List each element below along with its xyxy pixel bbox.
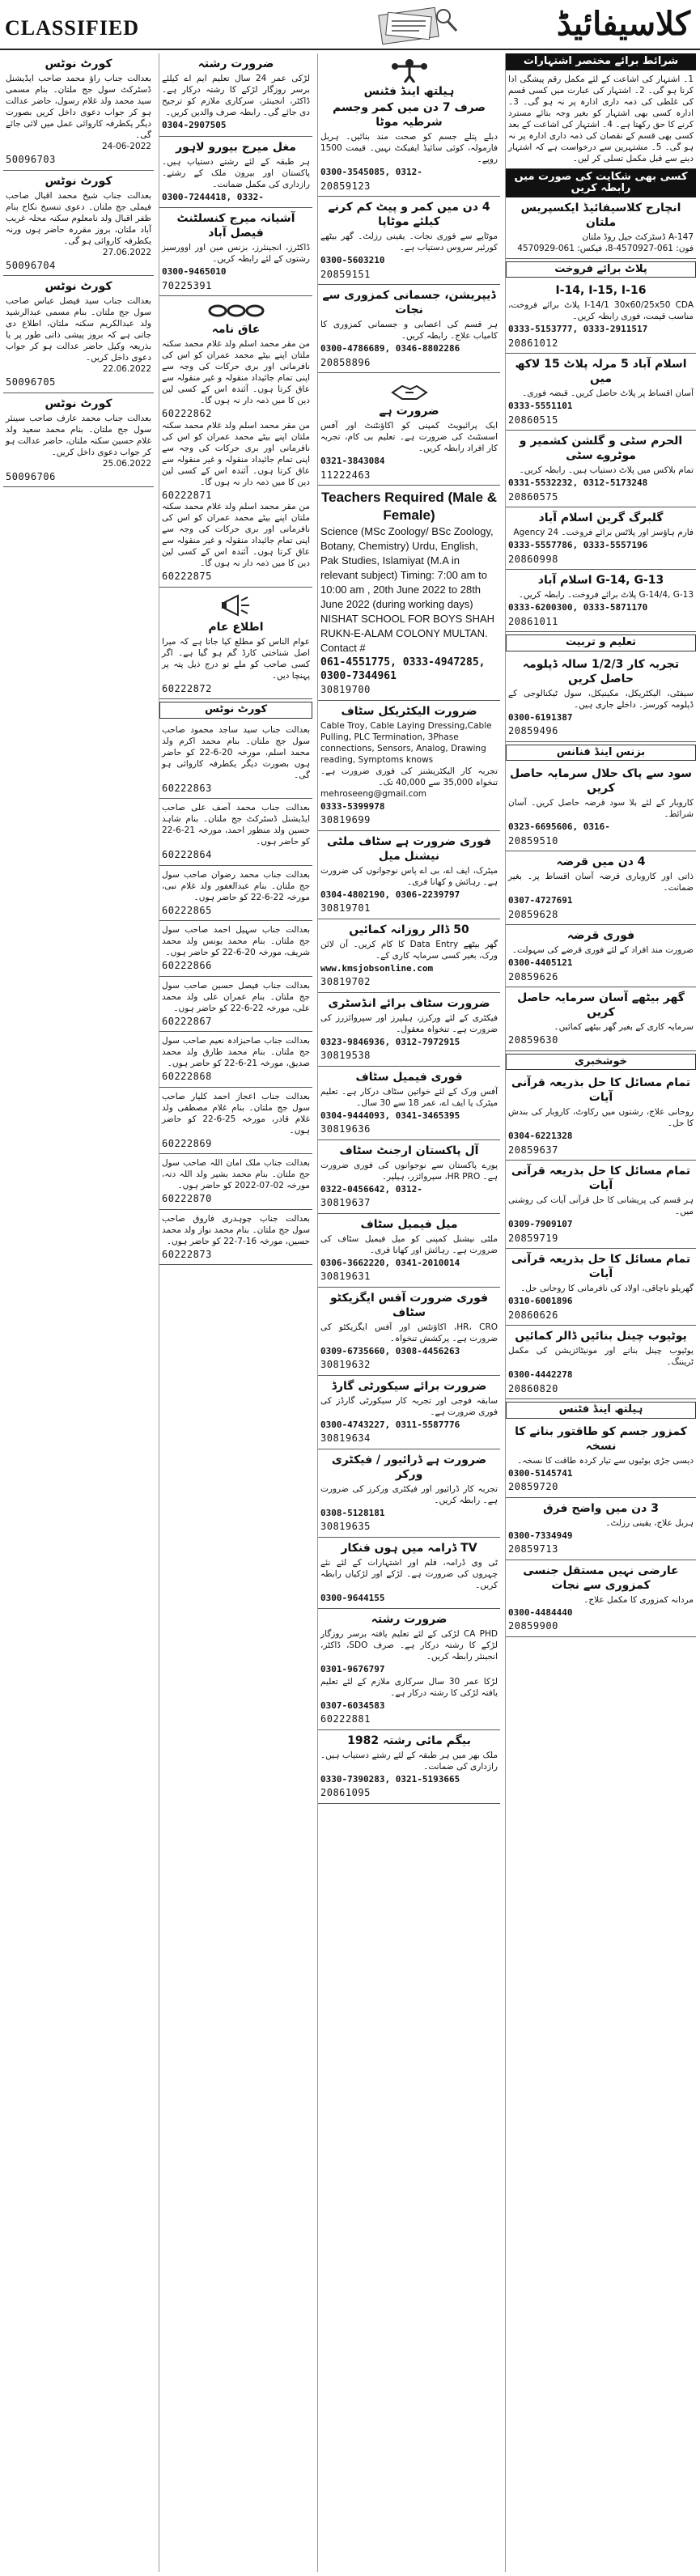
ad-phone: 0300-4442278	[508, 1369, 573, 1380]
ad-code: 50096704	[6, 259, 56, 271]
ad-heading: فوری قرضہ	[566, 929, 635, 942]
health-ad	[318, 53, 500, 197]
property-ad	[506, 431, 696, 507]
ad-heading: گلبرگ گرین اسلام آباد	[538, 511, 664, 524]
ad-code: 50096705	[6, 376, 56, 388]
ad-code: 60222864	[162, 849, 212, 860]
ad-phone: 0300-9644155	[320, 1592, 385, 1603]
court-notice-body: بعدالت جناب سید فیصل عباس صاحب سول جج ملتان۔ بنام مسمی عبدالرشید ولد عبدالکریم سکنہ ملتان، اطلاع دی جاتی ہے کہ بروز پیشی ذاتی طور پر یا بذریعہ وکیل حاضر عدالت ہو کر جواب دعوی داخل کریں۔	[6, 296, 151, 363]
ad-code: 11222463	[320, 469, 371, 481]
ad-code: 20860626	[508, 1309, 558, 1321]
page-header	[0, 0, 700, 50]
court-notice	[159, 1088, 312, 1155]
rishta-ad	[159, 53, 312, 137]
aaq-nama-ad	[159, 296, 312, 588]
finance-ad	[506, 851, 696, 925]
job-ad	[318, 1376, 500, 1449]
ad-phone: 061-4551775, 0333-4947285,	[320, 656, 486, 668]
ad-phone: 0309-6735660, 0308-4456263	[320, 1345, 460, 1356]
ad-code: 20861011	[508, 615, 558, 627]
court-notice-body: بعدالت جناب اعجاز احمد کلیار صاحب سول جج ملتان۔ بنام غلام مصطفی ولد غلام قادر، مورخہ 25-6-22 کو حاضر ہوں۔	[162, 1091, 311, 1135]
ad-code: 20859496	[508, 725, 558, 736]
ad-heading: تمام مسائل کا حل بذریعہ قرآنی آیات	[511, 1165, 691, 1192]
ad-body: تجربہ کار الیکٹریشنز کی فوری ضرورت ہے۔ تنخواہ 35,000 سے 40,000 تک۔	[320, 766, 498, 787]
ad-body-english: Cable Troy, Cable Laying Dressing,Cable Pulling, PLC Termination, 3Phase connections, Sensors, Analog, Drawing reading, Symptoms knows	[320, 720, 492, 765]
health-ad	[506, 1560, 696, 1637]
ad-body: ڈاکٹرز، انجینئرز، بزنس مین اور اوورسیز رشتوں کے لئے رابطہ کریں۔	[162, 243, 310, 264]
ad-code: 20861095	[320, 1787, 371, 1798]
ad-body: ملک بھر میں ہر طبقہ کے لئے رشتے دستیاب ہیں۔ رازداری کی ضمانت۔	[320, 1750, 498, 1772]
ad-phone: 0304-2907505	[162, 120, 227, 130]
ad-code: 30819636	[320, 1123, 371, 1135]
ad-code: 50096706	[6, 470, 56, 482]
court-notice-date: 22.06.2022	[102, 364, 151, 374]
ad-code: 30819631	[320, 1271, 371, 1282]
ad-heading: 50 ڈالر روزانہ کمائیں	[349, 923, 469, 936]
job-ad	[318, 1214, 500, 1288]
court-notice	[159, 1032, 312, 1088]
ad-code: 60222867	[162, 1015, 212, 1027]
ad-heading: تمام مسائل کا حل بذریعہ قرآنی آیات	[511, 1076, 691, 1104]
court-notice-body: بعدالت جناب شیخ محمد اقبال صاحب فیملی جج ملتان۔ دعوی تنسیخ نکاح بنام ظفر اقبال ولد نامعلوم سکنہ محلہ غریب آباد ملتان، بروز مقررہ حاضر ہوں ورنہ یکطرفہ کاروائی ہو گی۔	[6, 190, 151, 246]
ad-heading: آل پاکستان ارجنٹ سٹاف	[339, 1144, 479, 1157]
ad-phone: 0300-7334949	[508, 1530, 573, 1541]
ad-heading: فوری ضرورت آفس ایگزیکٹو سٹاف	[329, 1291, 489, 1319]
section-heading: ہیلتھ اینڈ فٹنس	[363, 85, 455, 98]
court-notices-section-heading: کورٹ نوٹس	[159, 702, 312, 719]
ad-heading: الحرم سٹی و گلشن کشمیر و موٹروے سٹی	[519, 435, 683, 462]
ad-code: 60222866	[162, 960, 212, 971]
property-ad	[506, 507, 696, 570]
ad-heading: I-14, I-15, I-16	[555, 284, 647, 297]
ad-phone: 0323-6695606, 0316-	[508, 821, 610, 832]
finance-ad	[506, 763, 696, 851]
ad-heading: فوری فیمیل سٹاف	[355, 1070, 463, 1084]
ad-body: 147-A ڈسٹرکٹ جیل روڈ ملتان	[582, 231, 694, 242]
ad-body: من مقر محمد اسلم ولد غلام محمد سکنہ ملتان اپنے بیٹے محمد عمران کو اس کی نافرمانی اور بری حرکات کی وجہ سے اپنی تمام جائیداد منقولہ و غیر منقولہ سے عاق کرتا ہوں۔ آئندہ اس کے کسی لین دین کا میں ذمہ دار نہ ہوں گا۔	[162, 502, 310, 568]
health-ad	[318, 285, 500, 373]
court-notice	[159, 921, 312, 977]
megaphone-icon	[220, 592, 252, 618]
ad-code: 20859123	[320, 180, 371, 192]
court-notice	[3, 276, 154, 393]
ad-body: سرمایہ کاری کے بغیر گھر بیٹھے کمائیں۔	[554, 1022, 694, 1032]
chain-icon	[208, 301, 265, 320]
court-notice	[3, 171, 154, 277]
ad-code: 60222881	[320, 1713, 371, 1725]
terms-section-heading: شرائط برائے مختصر اشتہارات	[506, 53, 696, 70]
ad-heading: انچارج کلاسیفائیڈ ایکسپریس ملتان	[520, 201, 681, 229]
job-ad	[318, 1538, 500, 1610]
ad-phone: 0304-6221328	[508, 1131, 573, 1141]
ad-code: 20859719	[508, 1232, 558, 1244]
ad-code: 20859151	[320, 268, 371, 280]
ad-heading: عاق نامہ	[211, 323, 261, 336]
ad-code: 20858896	[320, 356, 371, 368]
ad-body: پورے پاکستان سے نوجوانوں کی فوری ضرورت ہے۔ HR PRO، سپروائزر، ہیلپر۔	[320, 1160, 498, 1182]
education-section-heading: تعلیم و تربیت	[506, 634, 696, 651]
court-notice	[159, 1154, 312, 1210]
ad-body: لڑکی عمر 24 سال تعلیم ایم اے کیلئے برسر روزگار لڑکے کا رشتہ درکار ہے۔ ڈاکٹر، انجینئر، سرکاری ملازم کو ترجیح دی جائے گی۔ رابطہ صرف والدین کریں۔	[162, 74, 310, 117]
ad-code: 30819699	[320, 814, 371, 825]
ad-phone: 0300-4484440	[508, 1606, 573, 1618]
ad-code: 20859720	[508, 1481, 558, 1492]
court-notice-heading: کورٹ نوٹس	[45, 280, 112, 293]
ad-code: 20859628	[508, 908, 558, 920]
ad-heading: ڈیپریشن، جسمانی کمزوری سے نجات	[322, 289, 496, 316]
court-notice-body: بعدالت جناب محمد رضوان صاحب سول جج ملتان۔ بنام عبدالغفور ولد غلام نبی، مورخہ 22-6-22 کو حاضر ہوں۔	[162, 869, 310, 902]
public-notice-ad	[159, 588, 312, 700]
ad-body: لڑکا عمر 30 سال سرکاری ملازم کے لئے تعلیم یافتہ لڑکی کا رشتہ درکار ہے۔	[320, 1676, 498, 1698]
ad-body: گھر بیٹھے Data Entry کا کام کریں۔ آن لائن ورک، بغیر کسی سرمایہ کاری کے۔	[320, 939, 498, 961]
ad-phone: 0300-6191387	[508, 711, 573, 723]
ad-phone: 0300-9465010	[162, 266, 227, 277]
ad-heading: 4 دن میں قرضہ	[556, 855, 646, 868]
column-jobs	[317, 53, 500, 2572]
ad-heading: اطلاع عام	[208, 620, 264, 634]
ad-code: 20861012	[508, 337, 558, 349]
ad-body: I-14/1 30x60/25x50 CDA پلاٹ برائے فروخت، مناسب قیمت، فوری رابطہ کریں۔	[508, 300, 694, 321]
court-notice-body: بعدالت جناب فیصل حسین صاحب سول جج ملتان۔ بنام عمران علی ولد محمد علی، مورخہ 22-6-22 کو حاضر ہوں۔	[162, 980, 310, 1013]
property-ad	[506, 280, 696, 354]
ad-code: 60222872	[162, 682, 212, 694]
ad-phone: 0323-9846936, 0312-7972915	[320, 1036, 460, 1047]
ad-body: دیسی جڑی بوٹیوں سے تیار کردہ طاقت کا نسخہ۔	[517, 1455, 694, 1466]
ad-heading: فوری ضرورت ہے سٹاف ملٹی نیشنل میل	[326, 834, 492, 863]
ad-body: فارم ہاؤسز اور پلاٹس برائے فروخت۔ Agency 24	[513, 528, 694, 537]
job-ad	[318, 701, 500, 831]
ad-body: من مقر محمد اسلم ولد غلام محمد سکنہ ملتان اپنے بیٹے محمد عمران کو اس کی نافرمانی اور بری حرکات کی وجہ سے اپنی تمام جائیداد منقولہ و غیر منقولہ سے عاق کرتا ہوں۔ آئندہ اس کے کسی لین دین کا میں ذمہ دار نہ ہوں گا۔	[162, 339, 310, 405]
court-notice-body: بعدالت جناب چوہدری فاروق صاحب سول جج ملتان۔ بنام محمد نواز ولد محمد حسین، مورخہ 16-7-22 کو حاضر ہوں۔	[162, 1213, 310, 1246]
job-ad	[318, 993, 500, 1067]
ad-email: mehroseeng@gmail.com	[320, 788, 426, 799]
column-matrimonial-notices	[159, 53, 312, 2572]
job-ad	[318, 1288, 500, 1376]
ad-code: 60222873	[162, 1248, 212, 1260]
terms-body: 1۔ اشتہار کی اشاعت کے لئے مکمل رقم پیشگی ادا کرنا ہو گی۔ 2۔ اشتہار کی عبارت میں کسی قسم کی غلطی کی ذمہ داری ادارہ پر نہ ہو گی۔ 3۔ ادارہ کسی بھی اشتہار کو بغیر وجہ بتائے مسترد کرنے کا حق رکھتا ہے۔ 4۔ اشتہار کی اشاعت کے بعد کسی بھی قسم کے نقصان کی ذمہ داری ادارہ پر نہ ہو گی۔ 5۔ مشتہرین سے درخواست ہے کہ اشتہار دینے سے قبل مکمل تسلی کر لیں۔	[508, 74, 694, 163]
ad-phone: 0308-5128181	[320, 1507, 385, 1518]
business-section-heading: بزنس اینڈ فنانس	[506, 745, 696, 762]
court-notice	[3, 393, 154, 488]
ad-body: سابقہ فوجی اور تجربہ کار سیکورٹی گارڈز کی فوری ضرورت ہے۔	[320, 1395, 498, 1417]
court-notice-body: بعدالت جناب سہیل احمد صاحب سول جج ملتان۔ بنام محمد یونس ولد محمد شریف، مورخہ 20-6-22 کو حاضر ہوں۔	[162, 925, 310, 957]
ad-phone: 0300-4743227, 0311-5587776	[320, 1419, 460, 1430]
court-notice-body: بعدالت جناب سید ساجد محمود صاحب سول جج ملتان۔ بنام محمد اکرم ولد محمد اسلم، مورخہ 20-6-22 کو حاضر ہوں بصورت دیگر یکطرفہ کاروائی ہو گی۔	[162, 724, 311, 780]
ad-phone: 0333-5551101	[508, 401, 573, 411]
ad-heading: اسلام آباد 5 مرلہ پلاٹ 15 لاکھ میں	[515, 358, 687, 385]
fitness-figure-icon	[385, 58, 434, 83]
ad-body: فیکٹری کے لئے ورکرز، ہیلپرز اور سپروائزرز کی ضرورت ہے۔ تنخواہ معقول۔	[320, 1012, 498, 1034]
ad-heading: G-14, G-13 اسلام آباد	[537, 574, 664, 587]
ad-phone: 0304-9444093, 0341-3465395	[320, 1110, 460, 1121]
ad-body: کاروبار کے لئے بلا سود قرضہ حاصل کریں۔ آسان شرائط۔	[508, 798, 694, 819]
ad-code: 60222862	[162, 408, 212, 419]
ad-phone: 0300-5603210	[320, 255, 385, 265]
ad-body: سیفٹی، الیکٹریکل، مکینیکل، سول ٹیکنالوجی کے ڈپلومہ کورسز۔ داخلے جاری ہیں۔	[508, 688, 694, 710]
ad-body: مردانہ کمزوری کا مکمل علاج۔	[583, 1594, 694, 1605]
ad-body: من مقر محمد اسلم ولد غلام محمد سکنہ ملتان اپنے بیٹے محمد عمران کو اس کی نافرمانی اور بری حرکات کی وجہ سے اپنی تمام جائیداد منقولہ و غیر منقولہ سے عاق کرتا ہوں۔ آئندہ اس کے کسی لین دین کا میں ذمہ دار نہ ہوں گا۔	[162, 420, 310, 487]
court-notice-body: بعدالت جناب ملک امان اللہ صاحب سول جج ملتان۔ بنام محمد بشیر ولد اللہ دتہ، مورخہ 02-07-2022 کو حاضر ہوں۔	[162, 1158, 310, 1190]
ad-body: میٹرک، ایف اے، بی اے پاس نوجوانوں کی ضرورت ہے۔ رہائش و کھانا فری۔	[320, 865, 498, 887]
ad-code: 30819635	[320, 1521, 371, 1532]
ad-body: ذاتی اور کاروباری قرضہ آسان اقساط پر۔ بغیر ضمانت۔	[508, 872, 694, 893]
ad-phone: 0300-3545085, 0312-	[320, 167, 422, 177]
ad-phone: 0333-5557786, 0333-5557196	[508, 540, 648, 550]
ad-phone: 0333-5399978	[320, 800, 385, 812]
ad-heading: ضرورت برائے سیکورٹی گارڈ	[331, 1379, 487, 1393]
ad-body: CA PHD لڑکی کے لئے تعلیم یافتہ برسر روزگار لڑکے کا رشتہ درکار ہے۔ صرف SDO، ڈاکٹر، انجینئر رابطہ کریں۔	[320, 1629, 498, 1661]
ad-code: 30819700	[320, 684, 371, 695]
column-terms-property	[505, 53, 696, 2572]
ad-heading: Teachers Required (Male & Female)	[321, 490, 497, 523]
ad-heading: بیگم مائی رشتہ 1982	[347, 1734, 471, 1747]
ad-code: 20860998	[508, 553, 558, 565]
plots-section-heading: پلاٹ برائے فروخت	[506, 261, 696, 278]
ad-body: ایک پرائیویٹ کمپنی کو اکاؤنٹنٹ اور آفس اسسٹنٹ کی ضرورت ہے۔ تعلیم بی کام، تجربہ کار افراد رابطہ کریں۔	[320, 421, 498, 453]
ad-code: 30819702	[320, 976, 371, 987]
ad-code: 60222865	[162, 904, 212, 916]
ad-code: 30819538	[320, 1050, 371, 1061]
ad-code: 60222875	[162, 571, 212, 582]
ad-code: 70225391	[162, 279, 212, 291]
job-ad	[318, 919, 500, 993]
ad-body: روحانی علاج، رشتوں میں رکاوٹ، کاروبار کی بندش کا حل۔	[508, 1107, 694, 1128]
marriage-bureau-ad	[159, 208, 312, 296]
newspaper-emblem-icon	[356, 3, 461, 47]
ad-heading: سود سے پاک حلال سرمایہ حاصل کریں	[509, 767, 693, 795]
ad-phone: 0310-6001896	[508, 1296, 573, 1306]
agency-contact	[506, 197, 696, 259]
ad-code: 20860515	[508, 414, 558, 426]
finance-ad	[506, 925, 696, 987]
ad-body: یوٹیوب چینل بنانے اور مونیٹائزیشن کی مکمل ٹریننگ۔	[508, 1346, 694, 1367]
ad-code: 20860820	[508, 1382, 558, 1394]
property-ad	[506, 354, 696, 431]
ad-phone: 0300-4786689, 0346-8802286	[320, 343, 460, 354]
court-notice-heading: کورٹ نوٹس	[45, 397, 112, 410]
ad-heading: ضرورت الیکٹریکل سٹاف	[341, 704, 477, 718]
terms-block	[506, 70, 696, 169]
court-notice-date: 27.06.2022	[102, 247, 151, 257]
ad-phone: 0300-7244418, 0332-	[162, 191, 264, 202]
fitness-section-heading: ہیلتھ اینڈ فٹنس	[506, 1402, 696, 1419]
ad-website: www.kmsjobsonline.com	[320, 962, 434, 974]
finance-ad	[506, 987, 696, 1051]
ad-code: 50096703	[6, 154, 56, 165]
ad-body: ہر قسم کی اعصابی و جسمانی کمزوری کا کامیاب علاج۔ رابطہ کریں۔	[320, 320, 498, 341]
ad-body: موٹاپے سے فوری نجات۔ یقینی رزلٹ۔ گھر بیٹھے کورئیر سروس دستیاب ہے۔	[320, 231, 498, 253]
court-notice	[159, 721, 312, 800]
teachers-required-ad	[318, 486, 500, 701]
job-ad	[318, 1449, 500, 1538]
ad-body: ٹی وی ڈرامہ، فلم اور اشتہارات کے لئے نئے چہروں کی ضرورت ہے۔ لڑکے اور لڑکیاں رابطہ کریں۔	[320, 1557, 498, 1590]
ad-code: 60222869	[162, 1137, 212, 1149]
ad-body: ملٹی نیشنل کمپنی کو میل فیمیل سٹاف کی ضرورت ہے۔ رہائش اور کھانا فری۔	[320, 1233, 498, 1255]
ad-body: عوام الناس کو مطلع کیا جاتا ہے کہ میرا اصل شناختی کارڈ گم ہو گیا ہے۔ اگر کسی صاحب کو ملے تو درج ذیل پتہ پر پہنچا دیں۔	[162, 636, 310, 681]
ad-code: 30819634	[320, 1432, 371, 1444]
education-ad	[506, 654, 696, 742]
ad-code: 20860575	[508, 490, 558, 503]
ad-body: HR، CRO، اکاؤنٹس اور آفس ایگزیکٹو کی ضرورت ہے۔ پرکشش تنخواہ۔	[320, 1322, 498, 1343]
property-ad	[506, 570, 696, 632]
ad-code: 30819637	[320, 1197, 371, 1208]
ad-heading: TV ڈرامہ میں ہوں فنکار	[341, 1541, 477, 1555]
column-court-notices-left	[3, 53, 154, 2572]
ad-body: ہربل علاج، یقینی رزلٹ۔	[605, 1517, 694, 1528]
ad-body: آفس ورک کے لئے خواتین سٹاف درکار ہے۔ تعلیم میٹرک یا ایف اے، عمر 18 سے 30 سال۔	[320, 1086, 498, 1108]
court-notice-body: بعدالت جناب راؤ محمد صاحب ایڈیشنل ڈسٹرکٹ سول جج ملتان۔ بنام مسمی سید محمد ولد غلام رسول، حاضر عدالت ہو کر جواب دعوی داخل کریں بصورت دیگر یکطرفہ کاروائی عمل میں لائی جائے گی۔	[6, 74, 151, 140]
ad-phone: 0330-7390283, 0321-5193665	[320, 1773, 460, 1785]
ad-phone: فون: 061-4570927-8، فیکس: 061-4570929	[517, 243, 694, 253]
ad-code: 60222868	[162, 1071, 212, 1082]
youtube-ad	[506, 1326, 696, 1399]
page-title-english: CLASSIFIED	[5, 16, 140, 40]
ad-code: 30819632	[320, 1359, 371, 1370]
rishta-ad	[318, 1609, 500, 1730]
ad-body: G-14/4, G-13 پلاٹ برائے فروخت۔ رابطہ کریں۔	[518, 590, 694, 600]
ad-phone: 0304-4802190, 0306-2239797	[320, 889, 460, 900]
ad-phone: 0333-5153777, 0333-2911517	[508, 324, 648, 334]
ad-code: 20859713	[508, 1543, 558, 1555]
ad-body: ضرورت مند افراد کے لئے فوری قرضے کی سہولت۔	[511, 945, 694, 955]
job-ad	[318, 831, 500, 919]
ad-phone: 0333-6200300, 0333-5871170	[508, 602, 648, 613]
ad-phone: 0309-7909107	[508, 1219, 573, 1229]
ad-phone: 0300-4405121	[508, 957, 573, 968]
ad-heading: صرف 7 دن میں کمر وجسم شرطیہ موٹا	[333, 101, 486, 129]
court-notice-body: بعدالت جناب محمد عارف صاحب سینئر سول جج ملتان۔ بنام محمد سعید ولد غلام حسین سکنہ ملتان، حاضر عدالت ہو کر جواب دعوی داخل کریں۔	[6, 413, 151, 457]
ad-heading: ضرورت رشتہ	[371, 1613, 448, 1626]
ad-heading: میل فیمیل سٹاف	[360, 1217, 458, 1231]
ad-heading: ضرورت ہے	[379, 405, 439, 418]
ad-heading: ضرورت رشتہ	[197, 57, 274, 70]
job-ad	[318, 1140, 500, 1214]
job-ad	[318, 373, 500, 486]
ad-code: 60222863	[162, 782, 212, 794]
ad-heading: کمزور جسم کو طاقتور بنانے کا نسخہ	[515, 1424, 687, 1453]
ad-code: 20859630	[508, 1034, 558, 1046]
ad-heading: یوٹیوب چینل بنائیں ڈالر کمائیں	[515, 1330, 687, 1343]
ad-phone: 0301-9676797	[320, 1664, 385, 1674]
ad-code: 30819701	[320, 902, 371, 914]
ad-phone: 0300-5145741	[508, 1467, 573, 1479]
ad-code: 60222871	[162, 489, 212, 501]
court-notice-body: بعدالت جناب محمد آصف علی صاحب ایڈیشنل ڈسٹرکٹ جج ملتان۔ بنام شاہد حسین ولد منظور احمد، مورخہ 21-6-22 کو حاضر ہوں۔	[162, 803, 310, 847]
ad-body: ہر قسم کی پریشانی کا حل قرآنی آیات کی روشنی میں۔	[508, 1195, 694, 1216]
ad-code: 20859900	[508, 1620, 558, 1632]
court-notice	[159, 977, 312, 1033]
complaint-heading: کسی بھی شکایت کی صورت میں رابطہ کریں	[506, 169, 696, 197]
ad-body: گھریلو ناچاقی، اولاد کی نافرمانی کا روحانی حل۔	[520, 1284, 694, 1293]
ad-heading: ضرورت ہے ڈرائیور / فیکٹری ورکر	[331, 1453, 487, 1481]
ad-body: تجربہ کار ڈرائیور اور فیکٹری ورکرز کی ضرورت ہے۔ رابطہ کریں۔	[320, 1483, 498, 1505]
spiritual-ad	[506, 1249, 696, 1326]
ad-phone: 0307-6034583	[320, 1700, 385, 1711]
good-news-section-heading: خوشخبری	[506, 1054, 696, 1071]
ad-phone: 0331-5532232, 0312-5173248	[508, 477, 648, 488]
ad-heading: عارضی نہیں مستقل جنسی کمزوری سے نجات	[523, 1564, 679, 1592]
ad-code: 60222870	[162, 1193, 212, 1204]
ad-phone: 0321-3843084	[320, 456, 385, 466]
ad-code: 20859637	[508, 1144, 558, 1156]
court-notice-date: 25.06.2022	[102, 458, 151, 469]
court-notice-heading: کورٹ نوٹس	[45, 174, 112, 188]
handshake-icon	[389, 378, 430, 402]
ad-heading: 4 دن میں کمر و پیٹ کم کرنے کیلئے موٹاپا	[328, 201, 490, 228]
ad-heading: تجربہ کار 1/2/3 سالہ ڈپلومہ حاصل کریں	[522, 657, 680, 685]
rishta-ad	[318, 1730, 500, 1804]
job-ad	[318, 1067, 500, 1140]
ad-heading: 3 دن میں واضح فرق	[543, 1501, 659, 1515]
court-notice	[159, 799, 312, 866]
ad-code: 20859510	[508, 834, 558, 847]
ad-phone: 0306-3662220, 0341-2010014	[320, 1257, 460, 1268]
ad-heading: تمام مسائل کا حل بذریعہ قرآنی آیات	[511, 1253, 691, 1280]
ad-heading: ضرورت سٹاف برائے انڈسٹری	[328, 996, 490, 1010]
ad-body: Science (MSc Zoology/ BSc Zoology, Botany, Chemistry) Urdu, English, Pak Studies, Islamiyat (M.A in relevant subject) Timing: 7:00 am to 10:00 am , 20th June 2022 to 28th June 2022 (during working days) NISHAT SCHOOL FOR BOYS SHAH RUKN-E-ALAM COLONY MULTAN. Contact #	[320, 525, 495, 654]
spiritual-ad	[506, 1161, 696, 1249]
ad-heading: گھر بیٹھے آسان سرمایہ حاصل کریں	[517, 991, 685, 1019]
court-notice	[159, 866, 312, 922]
ad-body: ہر طبقہ کے لئے رشتے دستیاب ہیں۔ پاکستان اور بیرون ملک کے رشتے۔ رازداری کی مکمل ضمانت۔	[162, 156, 310, 189]
court-notice	[3, 53, 154, 171]
ad-phone: 0300-7344961	[320, 669, 397, 682]
court-notice-body: بعدالت جناب صاحبزادہ نعیم صاحب سول جج ملتان۔ بنام محمد طارق ولد محمد صدیق، مورخہ 21-6-22 کو حاضر ہوں۔	[162, 1036, 310, 1068]
ad-body: آسان اقساط پر پلاٹ حاصل کریں۔ قبضہ فوری۔	[522, 388, 694, 398]
page-title-urdu: کلاسیفائیڈ	[556, 5, 690, 43]
ad-heading: آشیانہ میرج کنسلٹنٹ فیصل آباد	[176, 212, 295, 240]
health-ad	[506, 1421, 696, 1498]
marriage-bureau-ad	[159, 137, 312, 209]
ad-heading: مغل میرج بیورو لاہور	[176, 140, 296, 154]
ad-phone: 0322-0456642, 0312-	[320, 1183, 422, 1195]
court-notice-heading: کورٹ نوٹس	[45, 57, 112, 70]
court-notice-date: 24-06-2022	[101, 142, 151, 151]
spiritual-ad	[506, 1072, 696, 1161]
ad-body: تمام بلاکس میں پلاٹ دستیاب ہیں۔ رابطہ کریں۔	[519, 465, 694, 475]
health-ad	[318, 197, 500, 285]
ad-body: دبلے پتلے جسم کو صحت مند بنائیں۔ ہربل فارمولہ، کوئی سائیڈ ایفیکٹ نہیں۔ قیمت 1500 روپے۔	[320, 132, 498, 164]
health-ad	[506, 1498, 696, 1560]
ad-code: 20859626	[508, 970, 558, 982]
ad-phone: 0307-4727691	[508, 895, 573, 906]
court-notice	[159, 1210, 312, 1266]
